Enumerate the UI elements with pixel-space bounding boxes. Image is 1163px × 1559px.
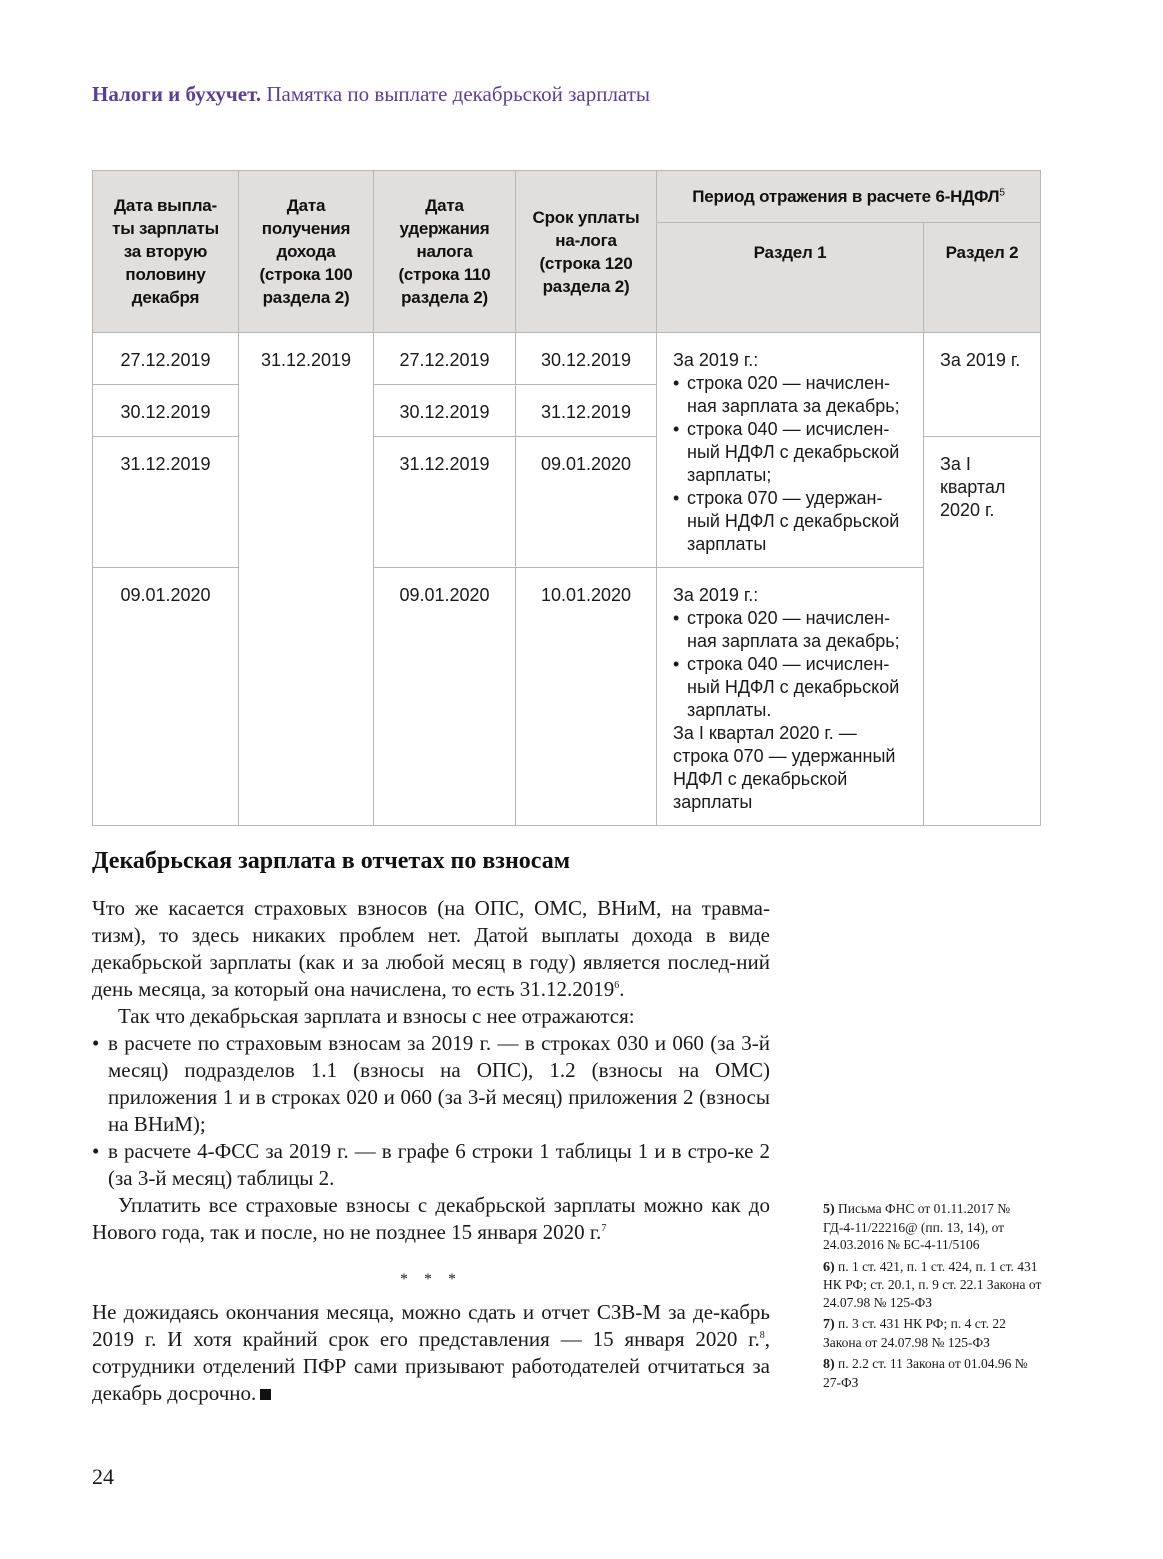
paragraph: Уплатить все страховые взносы с декабрьской зарплаты можно как до Нового года, так и после, но не позднее 15 января 2020 г.$^7$ — [92, 1193, 770, 1244]
section1-lines-list — [673, 372, 913, 556]
table-row — [93, 568, 1041, 826]
section1-lines-list — [673, 607, 913, 722]
table-header-row — [93, 171, 1041, 223]
cell-payout-date: 09.01.2020 — [93, 568, 239, 826]
paragraph: Что же касается страховых взносов (на ОПС, ОМС, ВНиМ, на травма-тизм), то здесь никаких проблем нет. Датой выплаты дохода в виде декабрьской зарплаты (как и за любой месяц в году) является послед-ний день месяца, за который она начислена, то есть 31.12.2019$^6$. — [92, 896, 770, 1001]
list-item: • в расчете 4-ФСС за 2019 г. — в графе 6 строки 1 таблицы 1 и в стро-ке 2 (за 3-й месяц) таблицы 2. — [92, 1138, 770, 1192]
section-separator: * * * — [400, 1271, 462, 1288]
footnote-ref: 5 — [999, 187, 1005, 199]
cell-section2-2019: За 2019 г. — [924, 333, 1041, 437]
paragraph: Так что декабрьская зарплата и взносы с нее отражаются: — [118, 1004, 635, 1028]
header-section-1: Раздел 1 — [657, 223, 924, 333]
footnote: 7) п. 3 ст. 431 НК РФ; п. 4 ст. 22 Закона от 24.07.98 № 125-ФЗ — [823, 1316, 1006, 1350]
paragraph: Не дожидаясь окончания месяца, можно сдать и отчет СЗВ-М за де-кабрь 2019 г. И хотя крайний срок его представления — 15 января 2020 г.$^8$, сотрудники отделений ПФР сами призывают работодателей отчитаться за декабрь досрочно. — [92, 1300, 770, 1405]
header-reporting-period: Период отражения в расчете 6-НДФЛ$^5$ — [657, 171, 1041, 223]
footnote: 6) п. 1 ст. 421, п. 1 ст. 424, п. 1 ст. 431 НК РФ; ст. 20.1, п. 9 ст. 22.1 Закона от 24.07.98 № 125-ФЗ — [823, 1258, 1042, 1310]
list-item: • в расчете по страховым взносам за 2019 г. — в строках 030 и 060 (за 3-й месяц) подразделов 1.1 (взносы на ОПС), 1.2 (взносы на ОМС) приложения 1 и в строках 020 и 060 (за 3-й месяц) приложения 2 (взносы на ВНиМ); — [92, 1030, 770, 1138]
running-head — [92, 82, 650, 107]
list-item: • строка 070 — удержан-ный НДФЛ с декабрьской зарплаты — [673, 487, 913, 556]
cell-tax-deadline: 31.12.2019 — [516, 385, 657, 437]
header-payout-date: Дата выпла-ты зарплаты за вторую половину декабря — [93, 171, 239, 333]
section-heading: Декабрьская зарплата в отчетах по взносам — [92, 848, 571, 874]
cell-withhold-date: 30.12.2019 — [374, 385, 516, 437]
cell-section1-2019: За 2019 г.: • строка 020 — начислен-ная зарплата за декабрь; • строка 040 — исчислен-ный НДФЛ с декабрьской зарплаты; • строка 070 — удержан-ный НДФЛ с декабрьской зарплаты — [657, 333, 924, 568]
footnotes — [823, 1200, 1045, 1395]
table-row — [93, 333, 1041, 385]
header-tax-deadline: Срок уплаты на-лога (строка 120 раздела 2) — [516, 171, 657, 333]
cell-tax-deadline: 09.01.2020 — [516, 437, 657, 568]
cell-income-date: 31.12.2019 — [239, 333, 374, 826]
footnote-ref: 6 — [614, 980, 620, 991]
list-item: • строка 020 — начислен-ная зарплата за декабрь; — [673, 607, 913, 653]
list-item: • строка 040 — исчислен-ный НДФЛ с декабрьской зарплаты; — [673, 418, 913, 487]
cell-section2-q1-2020: За I квартал 2020 г. — [924, 437, 1041, 826]
article-body — [92, 895, 770, 1407]
running-head-title: Памятка по выплате декабрьской зарплаты — [266, 82, 650, 106]
footnote: 8) п. 2.2 ст. 11 Закона от 01.04.96 № 27-ФЗ — [823, 1356, 1028, 1390]
cell-payout-date: 31.12.2019 — [93, 437, 239, 568]
footnote-ref: 7 — [601, 1223, 607, 1234]
cell-withhold-date: 27.12.2019 — [374, 333, 516, 385]
footnote-ref: 8 — [759, 1330, 765, 1341]
cell-section1-mixed: За 2019 г.: • строка 020 — начислен-ная зарплата за декабрь; • строка 040 — исчислен-ный НДФЛ с декабрьской зарплаты. За I квартал 2020 г. — строка 070 — удержанный НДФЛ с декабрьской зарплаты — [657, 568, 924, 826]
list-item: • строка 040 — исчислен-ный НДФЛ с декабрьской зарплаты. — [673, 653, 913, 722]
footnote: 5) Письма ФНС от 01.11.2017 № ГД-4-11/22216@ (пп. 13, 14), от 24.03.2016 № БС-4-11/5106 — [823, 1201, 1011, 1252]
bullet-list — [92, 1030, 770, 1192]
running-head-section: Налоги и бухучет. — [92, 82, 262, 106]
header-income-date: Дата получения дохода (строка 100 раздела 2) — [239, 171, 374, 333]
cell-withhold-date: 31.12.2019 — [374, 437, 516, 568]
header-withhold-date: Дата удержания налога (строка 110 раздела 2) — [374, 171, 516, 333]
cell-tax-deadline: 10.01.2020 — [516, 568, 657, 826]
page-number: 24 — [92, 1464, 114, 1489]
end-of-article-icon — [260, 1389, 271, 1400]
cell-tax-deadline: 30.12.2019 — [516, 333, 657, 385]
cell-withhold-date: 09.01.2020 — [374, 568, 516, 826]
cell-payout-date: 27.12.2019 — [93, 333, 239, 385]
header-section-2: Раздел 2 — [924, 223, 1041, 333]
list-item: • строка 020 — начислен-ная зарплата за декабрь; — [673, 372, 913, 418]
cell-payout-date: 30.12.2019 — [93, 385, 239, 437]
ndfl-periods-table — [92, 170, 1041, 826]
